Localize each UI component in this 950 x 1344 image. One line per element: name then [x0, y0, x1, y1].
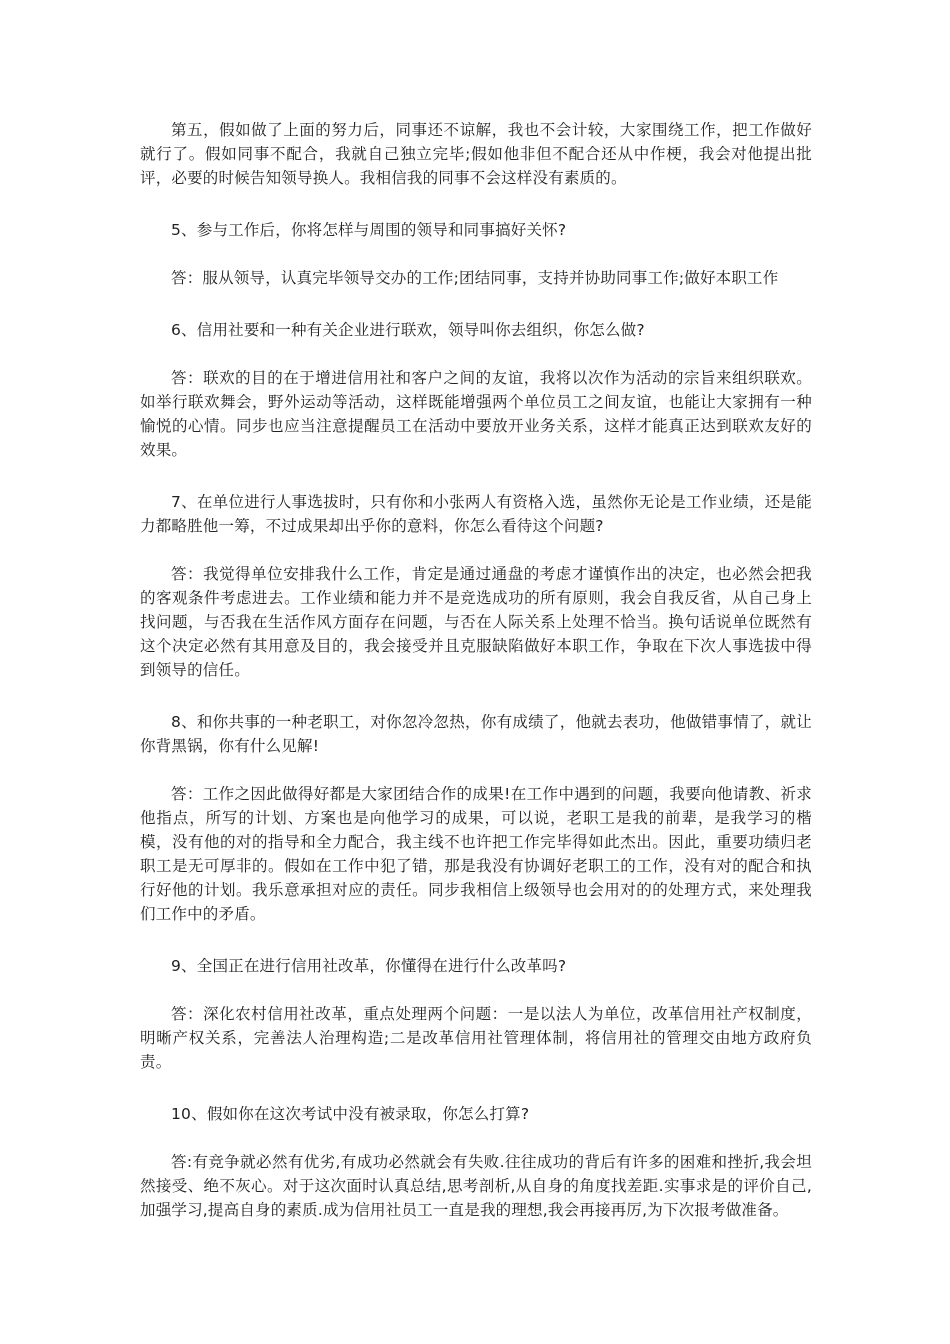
answer-paragraph: 第五，假如做了上面的努力后，同事还不谅解，我也不会计较，大家围绕工作，把工作做好就行了。假如同事不配合，我就自己独立完毕;假如他非但不配合还从中作梗，我会对他提出批评，必要的时候告知领导换人。我相信我的同事不会这样没有素质的。 — [140, 121, 812, 187]
question-paragraph: 9、全国正在进行信用社改革，你懂得在进行什么改革吗? — [171, 957, 567, 975]
answer-paragraph: 答：我觉得单位安排我什么工作，肯定是通过通盘的考虑才谨慎作出的决定，也必然会把我的客观条件考虑进去。工作业绩和能力并不是竞选成功的所有原则，我会自我反省，从自己身上找问题，与否我在生活作风方面存在问题，与否在人际关系上处理不恰当。换句话说单位既然有这个决定必然有其用意及目的，我会接受并且克服缺陷做好本职工作，争取在下次人事选拔中得到领导的信任。 — [140, 565, 812, 679]
answer-paragraph: 答：深化农村信用社改革，重点处理两个问题：一是以法人为单位，改革信用社产权制度，明晰产权关系，完善法人治理构造;二是改革信用社管理体制，将信用社的管理交由地方政府负责。 — [140, 1005, 812, 1071]
answer-paragraph: 答：工作之因此做得好都是大家团结合作的成果!在工作中遇到的问题，我要向他请教、祈求他指点，所写的计划、方案也是向他学习的成果，可以说，老职工是我的前辈，是我学习的楷模，没有他的对的指导和全力配合，我主线不也许把工作完毕得如此杰出。因此，重要功绩归老职工是无可厚非的。假如在工作中犯了错，那是我没有协调好老职工的工作，没有对的配合和执行好他的计划。我乐意承担对应的责任。同步我相信上级领导也会用对的的处理方式，来处理我们工作中的矛盾。 — [140, 785, 812, 923]
answer-paragraph: 答：联欢的目的在于增进信用社和客户之间的友谊，我将以次作为活动的宗旨来组织联欢。如举行联欢舞会，野外运动等活动，这样既能增强两个单位员工之间友谊，也能让大家拥有一种愉悦的心情。同步也应当注意提醒员工在活动中要放开业务关系，这样才能真正达到联欢友好的效果。 — [140, 369, 812, 459]
question-paragraph: 10、假如你在这次考试中没有被录取，你怎么打算? — [171, 1105, 530, 1123]
question-paragraph: 5、参与工作后，你将怎样与周围的领导和同事搞好关怀? — [171, 221, 567, 239]
document-page — [140, 118, 812, 1250]
question-paragraph: 8、和你共事的一种老职工，对你忽冷忽热，你有成绩了，他就去表功，他做错事情了，就让你背黑锅，你有什么见解! — [140, 713, 812, 755]
answer-paragraph: 答:有竞争就必然有优劣,有成功必然就会有失败.往往成功的背后有许多的困难和挫折,我会坦然接受、绝不灰心。对于这次面时认真总结,思考剖析,从自身的角度找差距.实事求是的评价自己,加强学习,提高自身的素质.成为信用社员工一直是我的理想,我会再接再厉,为下次报考做准备。 — [140, 1153, 812, 1219]
question-paragraph: 7、在单位进行人事选拔时，只有你和小张两人有资格入选，虽然你无论是工作业绩，还是能力都略胜他一筹，不过成果却出乎你的意料，你怎么看待这个问题? — [140, 493, 812, 535]
answer-paragraph: 答：服从领导，认真完毕领导交办的工作;团结同事，支持并协助同事工作;做好本职工作 — [171, 269, 779, 287]
question-paragraph: 6、信用社要和一种有关企业进行联欢，领导叫你去组织，你怎么做? — [171, 321, 645, 339]
